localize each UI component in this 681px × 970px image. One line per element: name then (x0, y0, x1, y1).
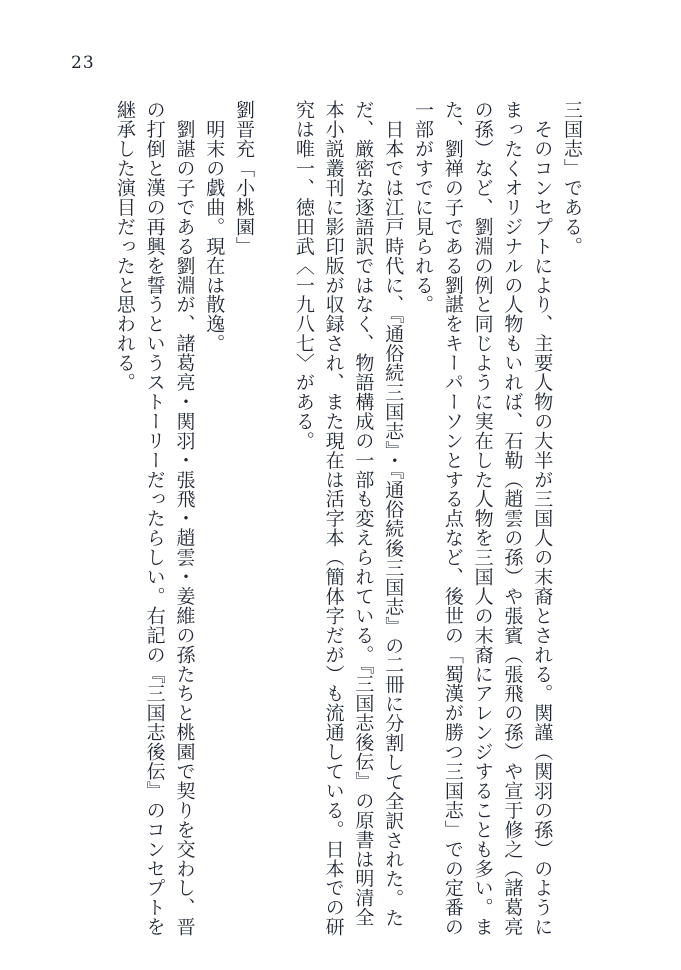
text-column: 劉諶の子である劉淵が、諸葛亮・関羽・張飛・趙雲・姜維の孫たちと桃園で契りを交わし、晋 (173, 100, 196, 937)
text-column: まったくオリジナルの人物もいれば、石勒（趙雲の孫）や張賓（張飛の孫）や宣于修之（諸葛亮 (501, 100, 524, 937)
text-column: の孫）など、劉淵の例と同じように実在した人物を三国人の末裔にアレンジすることも多い。ま (471, 100, 494, 937)
page-number: 23 (71, 53, 95, 73)
main-paragraph-group (288, 100, 586, 937)
text-column: た、劉禅の子である劉諶をキーパーソンとする点など、後世の「蜀漢が勝つ三国志」での定番の (441, 100, 464, 937)
text-column: 究は唯一、徳田武〈一九八七〉がある。 (292, 100, 315, 451)
text-column: の打倒と漢の再興を誓うというストーリーだったらしい。右記の『三国志後伝』のコンセプトを (143, 100, 166, 937)
text-column: そのコンセプトにより、主要人物の大半が三国人の末裔とされる。関謹（関羽の孫）のように (531, 100, 554, 937)
text-column: 本小説叢刊に影印版が収録され、また現在は活字本（簡体字だが）も流通している。日本での研 (322, 100, 345, 937)
text-column: 明末の戯曲。現在は散逸。 (203, 100, 226, 353)
text-column: 日本では江戸時代に、『通俗続三国志』・『通俗続後三国志』の二冊に分割して全訳された。た (382, 100, 405, 928)
entry-group (109, 100, 258, 937)
text-column: 三国志」である。 (561, 100, 583, 256)
text-column: 一部がすでに見られる。 (412, 100, 435, 314)
text-column: だ、厳密な逐語訳ではなく、物語構成の一部も変えられている。『三国志後伝』の原書は明清全 (352, 100, 375, 927)
text-column: 継承した演目だったと思われる。 (113, 100, 136, 392)
vertical-text-area (109, 100, 586, 937)
entry-heading: 劉晋充「小桃園」 (233, 100, 256, 256)
